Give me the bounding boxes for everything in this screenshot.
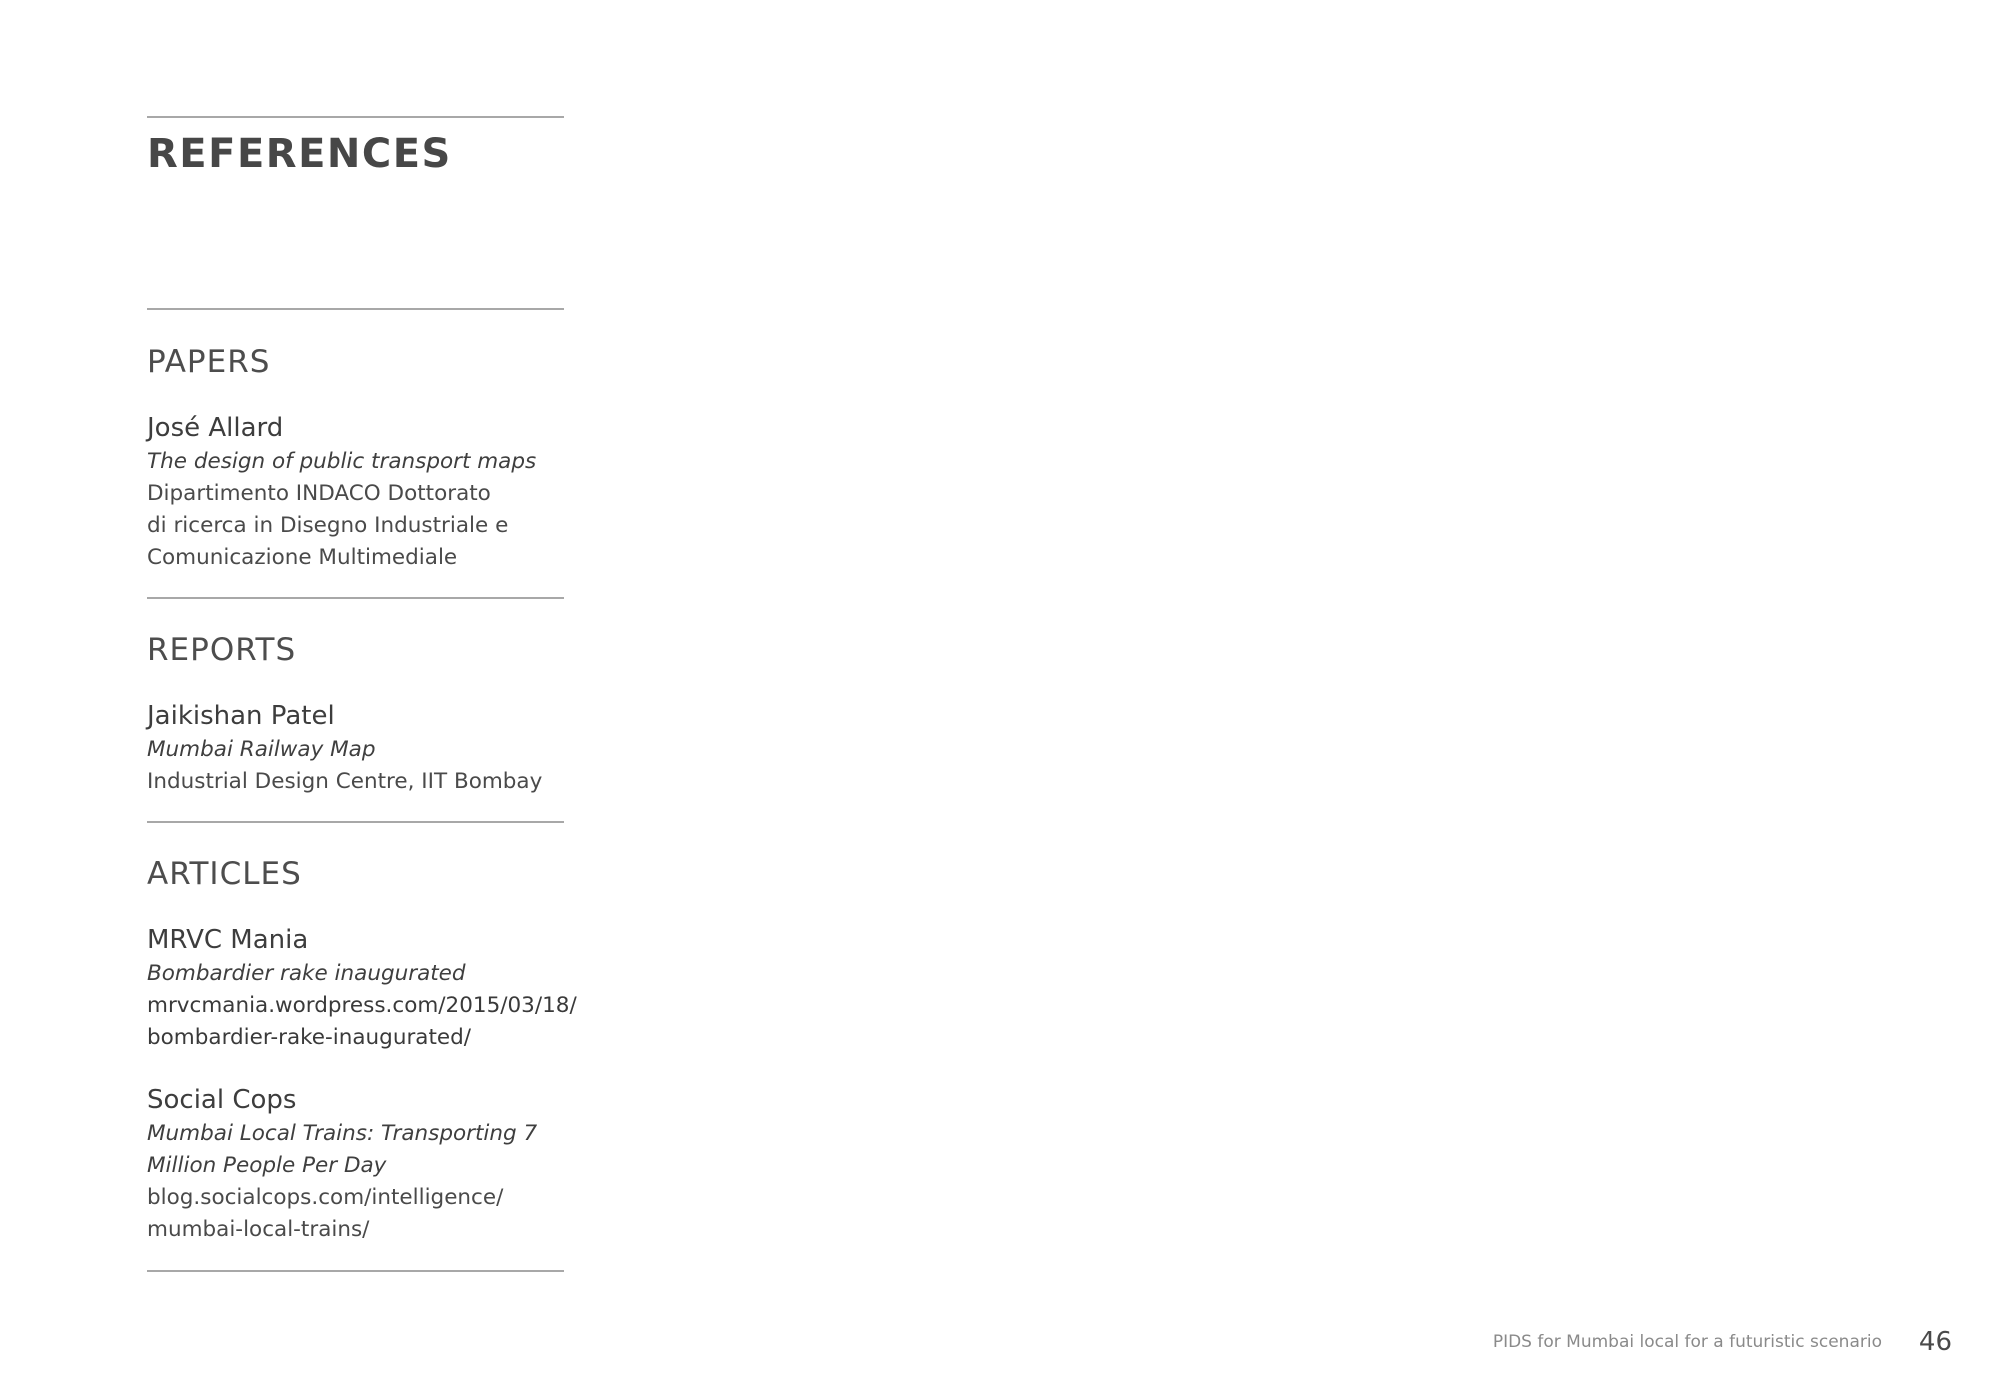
entry-author: José Allard: [147, 413, 284, 443]
page-title: REFERENCES: [147, 131, 452, 177]
reports-rule: [147, 597, 564, 599]
entry-detail-line: di ricerca in Disegno Industriale e: [147, 513, 509, 538]
entry-author: Social Cops: [147, 1085, 297, 1115]
entry-title: Mumbai Local Trains: Transporting 7: [147, 1121, 538, 1146]
section-heading-papers: PAPERS: [147, 344, 271, 380]
section-heading-articles: ARTICLES: [147, 856, 302, 892]
entry-author: Jaikishan Patel: [147, 701, 335, 731]
articles-rule: [147, 821, 564, 823]
entry-url-line: mumbai-local-trains/: [147, 1217, 370, 1242]
title-rule-top: [147, 116, 564, 118]
entry-url-line: bombardier-rake-inaugurated/: [147, 1025, 472, 1050]
articles-end-rule: [147, 1270, 564, 1272]
entry-detail-line: Industrial Design Centre, IIT Bombay: [147, 769, 543, 794]
reference-entry-social-cops: [147, 1082, 587, 1246]
entry-detail-line: Comunicazione Multimediale: [147, 545, 458, 570]
reference-entry-allard: [147, 410, 587, 574]
section-heading-reports: REPORTS: [147, 632, 297, 668]
entry-title: The design of public transport maps: [147, 449, 537, 474]
entry-url-line: blog.socialcops.com/intelligence/: [147, 1185, 504, 1210]
footer-document-title: PIDS for Mumbai local for a futuristic scenario: [1492, 1332, 1882, 1352]
reference-entry-patel: [147, 698, 587, 798]
entry-title: Bombardier rake inaugurated: [147, 961, 466, 986]
entry-title: Mumbai Railway Map: [147, 737, 376, 762]
reference-entry-mrvc-mania: [147, 922, 587, 1054]
entry-author: MRVC Mania: [147, 925, 309, 955]
entry-detail-line: Dipartimento INDACO Dottorato: [147, 481, 491, 506]
entry-url-line: mrvcmania.wordpress.com/2015/03/18/: [147, 993, 577, 1018]
entry-title: Million People Per Day: [147, 1153, 387, 1178]
page-number: 46: [1918, 1327, 1952, 1357]
papers-rule: [147, 308, 564, 310]
